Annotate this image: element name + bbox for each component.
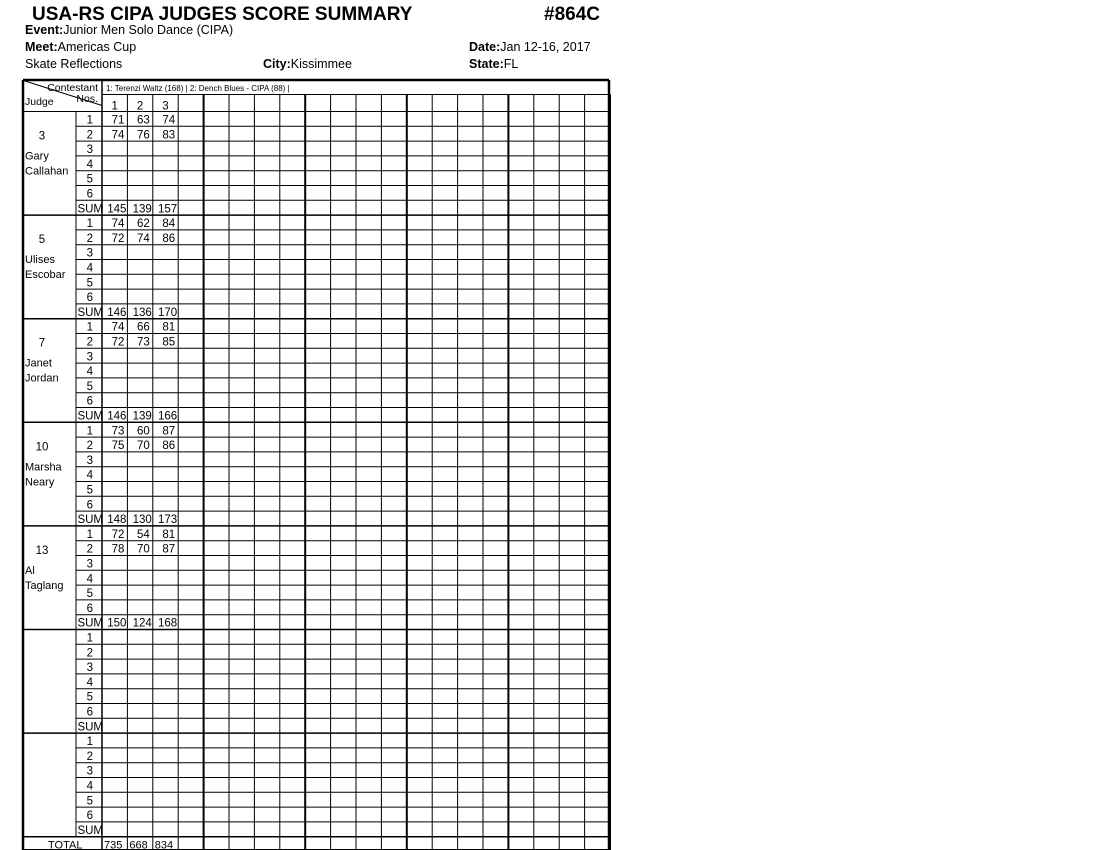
- score-cell: 74: [111, 129, 125, 142]
- date-label: Date:: [469, 40, 501, 54]
- score-cell: 72: [111, 528, 125, 541]
- judge-last-name: Jordan: [25, 372, 59, 385]
- score-cell: 86: [162, 440, 176, 453]
- sum-cell: 124: [132, 617, 152, 630]
- row-number: 1: [86, 528, 93, 541]
- event-value: Junior Men Solo Dance (CIPA): [63, 23, 234, 37]
- row-number: 3: [86, 247, 93, 260]
- judge-first-name: Gary: [25, 150, 49, 163]
- row-number: 1: [86, 114, 93, 127]
- row-number: 4: [86, 780, 93, 793]
- contestant-number: 2: [136, 100, 144, 113]
- row-number: 2: [86, 750, 93, 763]
- judge-first-name: Al: [25, 564, 35, 577]
- judge-first-name: Marsha: [25, 461, 62, 474]
- row-number: 6: [86, 706, 93, 719]
- score-cell: 81: [162, 321, 176, 334]
- total-cell: 834: [154, 839, 174, 850]
- state-value: FL: [503, 57, 519, 71]
- row-number: 2: [86, 543, 93, 556]
- score-cell: 74: [137, 232, 150, 245]
- row-number: 5: [86, 795, 93, 808]
- sum-cell: 168: [158, 617, 178, 630]
- row-number: 4: [86, 676, 93, 689]
- sum-label: SUM: [77, 203, 103, 216]
- score-cell: 87: [162, 543, 176, 556]
- score-cell: 70: [137, 543, 150, 556]
- judge-header-label: Judge: [25, 96, 54, 108]
- row-number: 5: [86, 484, 93, 497]
- sum-cell: 136: [132, 306, 152, 319]
- row-number: 5: [86, 588, 93, 601]
- sum-cell: 146: [107, 410, 127, 423]
- row-number: 6: [86, 499, 93, 512]
- meet-value: Americas Cup: [57, 40, 137, 54]
- judge-first-name: Janet: [25, 357, 52, 370]
- total-label: TOTAL: [48, 839, 83, 850]
- row-number: 6: [86, 810, 93, 823]
- sum-cell: 166: [158, 410, 178, 423]
- sum-cell: 146: [107, 306, 127, 319]
- score-cell: 81: [162, 528, 176, 541]
- sum-label: SUM: [77, 824, 103, 837]
- sum-cell: 145: [107, 203, 127, 216]
- sum-cell: 139: [132, 203, 152, 216]
- score-cell: 72: [111, 336, 125, 349]
- event-label: Event:: [25, 23, 64, 37]
- row-number: 4: [86, 158, 93, 171]
- date-value: Jan 12-16, 2017: [500, 40, 591, 54]
- row-number: 2: [86, 129, 93, 142]
- score-cell: 85: [162, 336, 176, 349]
- city-label: City:: [263, 57, 291, 71]
- sum-cell: 139: [132, 410, 152, 423]
- score-cell: 86: [162, 232, 176, 245]
- judge-last-name: Escobar: [25, 269, 66, 282]
- row-number: 1: [86, 218, 93, 231]
- score-cell: 75: [111, 440, 125, 453]
- score-cell: 72: [111, 232, 125, 245]
- sum-label: SUM: [77, 514, 103, 527]
- club-name: Skate Reflections: [25, 57, 123, 71]
- score-cell: 66: [137, 321, 150, 334]
- contestant-header-label: Contestant: [47, 82, 98, 94]
- meet-label: Meet:: [25, 40, 58, 54]
- sum-cell: 130: [132, 514, 152, 527]
- score-cell: 62: [137, 218, 150, 231]
- row-number: 4: [86, 366, 93, 379]
- contestant-number: 1: [111, 100, 118, 113]
- score-cell: 84: [162, 218, 176, 231]
- row-number: 3: [86, 351, 93, 364]
- row-number: 1: [86, 632, 93, 645]
- score-cell: 73: [111, 425, 125, 438]
- row-number: 2: [86, 232, 93, 245]
- score-cell: 70: [137, 440, 150, 453]
- judge-last-name: Callahan: [25, 165, 69, 178]
- nos-header-label: Nos.: [76, 93, 98, 105]
- row-number: 3: [86, 144, 93, 157]
- judge-first-name: Ulises: [25, 254, 55, 267]
- row-number: 6: [86, 395, 93, 408]
- page-title: USA-RS CIPA JUDGES SCORE SUMMARY: [32, 4, 413, 25]
- sum-cell: 148: [107, 514, 127, 527]
- row-number: 3: [86, 662, 93, 675]
- sum-cell: 150: [107, 617, 127, 630]
- row-number: 1: [86, 321, 93, 334]
- row-number: 5: [86, 691, 93, 704]
- row-number: 6: [86, 188, 93, 201]
- score-cell: 63: [137, 114, 150, 127]
- total-cell: 668: [129, 839, 148, 850]
- sum-label: SUM: [77, 306, 103, 319]
- sum-label: SUM: [77, 721, 103, 734]
- judge-last-name: Neary: [25, 476, 55, 489]
- judge-number: 10: [35, 441, 49, 454]
- row-number: 4: [86, 469, 93, 482]
- judge-number: 13: [35, 544, 49, 557]
- score-cell: 74: [111, 321, 125, 334]
- score-cell: 71: [111, 114, 125, 127]
- contestants-legend: 1: Terenzi Waltz (168) | 2: Dench Blues - CIPA (88) |: [106, 84, 290, 93]
- sum-label: SUM: [77, 410, 103, 423]
- judge-number: 5: [38, 234, 46, 247]
- score-cell: 60: [137, 425, 150, 438]
- row-number: 6: [86, 292, 93, 305]
- total-cell: 735: [104, 839, 123, 850]
- row-number: 2: [86, 647, 93, 660]
- score-cell: 87: [162, 425, 176, 438]
- judge-number: 7: [38, 337, 46, 350]
- state-label: State:: [469, 57, 504, 71]
- sum-cell: 170: [158, 306, 178, 319]
- row-number: 1: [86, 736, 93, 749]
- score-cell: 78: [111, 543, 125, 556]
- row-number: 2: [86, 336, 93, 349]
- row-number: 6: [86, 602, 93, 615]
- score-cell: 74: [111, 218, 125, 231]
- score-cell: 76: [137, 129, 150, 142]
- score-cell: 74: [162, 114, 176, 127]
- row-number: 3: [86, 558, 93, 571]
- sum-cell: 173: [158, 514, 178, 527]
- city-value: Kissimmee: [290, 57, 352, 71]
- row-number: 5: [86, 277, 93, 290]
- sum-label: SUM: [77, 617, 103, 630]
- form-number: #864C: [544, 4, 600, 25]
- row-number: 5: [86, 173, 93, 186]
- row-number: 4: [86, 573, 93, 586]
- row-number: 3: [86, 765, 93, 778]
- score-cell: 73: [137, 336, 150, 349]
- contestant-number: 3: [162, 100, 169, 113]
- judge-last-name: Taglang: [25, 579, 64, 592]
- row-number: 2: [86, 440, 93, 453]
- row-number: 3: [86, 454, 93, 467]
- judge-number: 3: [38, 130, 46, 143]
- score-cell: 54: [137, 528, 150, 541]
- row-number: 1: [86, 425, 93, 438]
- sum-cell: 157: [158, 203, 178, 216]
- row-number: 4: [86, 262, 93, 275]
- row-number: 5: [86, 380, 93, 393]
- score-cell: 83: [162, 129, 176, 142]
